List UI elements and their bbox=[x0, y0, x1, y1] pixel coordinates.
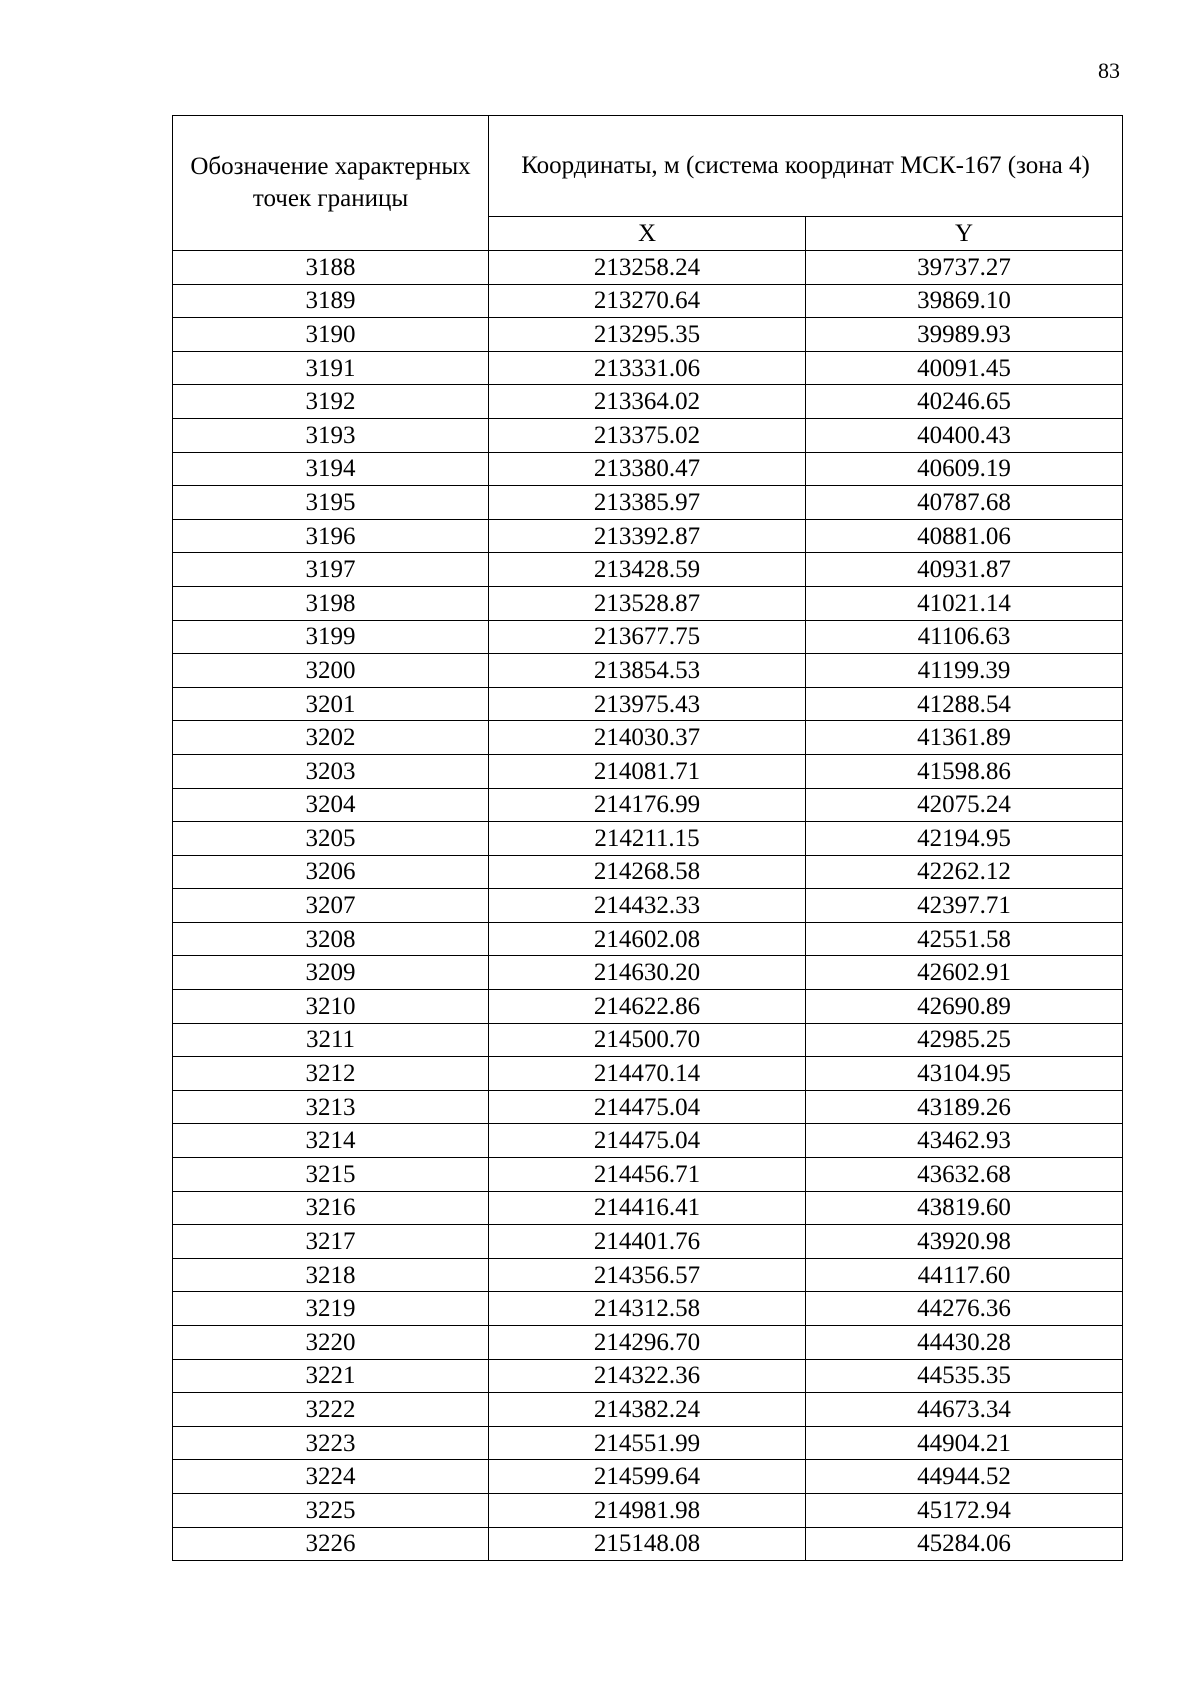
y-coordinate-cell: 40931.87 bbox=[806, 553, 1123, 587]
header-y: Y bbox=[806, 217, 1123, 251]
y-coordinate-cell: 43189.26 bbox=[806, 1090, 1123, 1124]
point-id-cell: 3194 bbox=[173, 452, 489, 486]
y-coordinate-cell: 41106.63 bbox=[806, 620, 1123, 654]
table-row bbox=[173, 822, 1123, 856]
y-coordinate-cell: 45172.94 bbox=[806, 1493, 1123, 1527]
point-id-cell: 3214 bbox=[173, 1124, 489, 1158]
x-coordinate-cell: 214551.99 bbox=[489, 1426, 806, 1460]
point-id-cell: 3204 bbox=[173, 788, 489, 822]
point-id-cell: 3224 bbox=[173, 1460, 489, 1494]
table-row bbox=[173, 284, 1123, 318]
x-coordinate-cell: 213331.06 bbox=[489, 351, 806, 385]
table-row bbox=[173, 1292, 1123, 1326]
page-number: 83 bbox=[1098, 58, 1120, 83]
x-coordinate-cell: 213975.43 bbox=[489, 687, 806, 721]
point-id-cell: 3197 bbox=[173, 553, 489, 587]
y-coordinate-cell: 44904.21 bbox=[806, 1426, 1123, 1460]
x-coordinate-cell: 214602.08 bbox=[489, 922, 806, 956]
x-coordinate-cell: 213428.59 bbox=[489, 553, 806, 587]
point-id-cell: 3209 bbox=[173, 956, 489, 990]
header-point-name: Обозначение характерных точек границы bbox=[173, 116, 489, 251]
point-id-cell: 3219 bbox=[173, 1292, 489, 1326]
y-coordinate-cell: 41021.14 bbox=[806, 586, 1123, 620]
y-coordinate-cell: 39989.93 bbox=[806, 318, 1123, 352]
x-coordinate-cell: 214312.58 bbox=[489, 1292, 806, 1326]
table-row bbox=[173, 1258, 1123, 1292]
table-row bbox=[173, 519, 1123, 553]
table-row bbox=[173, 553, 1123, 587]
x-coordinate-cell: 214599.64 bbox=[489, 1460, 806, 1494]
y-coordinate-cell: 40881.06 bbox=[806, 519, 1123, 553]
x-coordinate-cell: 213375.02 bbox=[489, 418, 806, 452]
y-coordinate-cell: 42602.91 bbox=[806, 956, 1123, 990]
x-coordinate-cell: 214211.15 bbox=[489, 822, 806, 856]
y-coordinate-cell: 40787.68 bbox=[806, 486, 1123, 520]
y-coordinate-cell: 41288.54 bbox=[806, 687, 1123, 721]
point-id-cell: 3192 bbox=[173, 385, 489, 419]
x-coordinate-cell: 213677.75 bbox=[489, 620, 806, 654]
point-id-cell: 3189 bbox=[173, 284, 489, 318]
table-row bbox=[173, 486, 1123, 520]
x-coordinate-cell: 214322.36 bbox=[489, 1359, 806, 1393]
x-coordinate-cell: 214401.76 bbox=[489, 1225, 806, 1259]
table-row bbox=[173, 452, 1123, 486]
point-id-cell: 3213 bbox=[173, 1090, 489, 1124]
table-row bbox=[173, 1393, 1123, 1427]
table-row bbox=[173, 1460, 1123, 1494]
table-row bbox=[173, 922, 1123, 956]
y-coordinate-cell: 43920.98 bbox=[806, 1225, 1123, 1259]
x-coordinate-cell: 214030.37 bbox=[489, 721, 806, 755]
table-row bbox=[173, 687, 1123, 721]
x-coordinate-cell: 214416.41 bbox=[489, 1191, 806, 1225]
x-coordinate-cell: 214981.98 bbox=[489, 1493, 806, 1527]
y-coordinate-cell: 43819.60 bbox=[806, 1191, 1123, 1225]
y-coordinate-cell: 42262.12 bbox=[806, 855, 1123, 889]
x-coordinate-cell: 214475.04 bbox=[489, 1090, 806, 1124]
header-x: X bbox=[489, 217, 806, 251]
table-row bbox=[173, 351, 1123, 385]
y-coordinate-cell: 40400.43 bbox=[806, 418, 1123, 452]
x-coordinate-cell: 213364.02 bbox=[489, 385, 806, 419]
x-coordinate-cell: 213258.24 bbox=[489, 251, 806, 285]
point-id-cell: 3222 bbox=[173, 1393, 489, 1427]
y-coordinate-cell: 42690.89 bbox=[806, 990, 1123, 1024]
point-id-cell: 3195 bbox=[173, 486, 489, 520]
x-coordinate-cell: 214432.33 bbox=[489, 889, 806, 923]
point-id-cell: 3215 bbox=[173, 1158, 489, 1192]
point-id-cell: 3203 bbox=[173, 754, 489, 788]
table-body bbox=[173, 251, 1123, 1561]
x-coordinate-cell: 213270.64 bbox=[489, 284, 806, 318]
y-coordinate-cell: 42397.71 bbox=[806, 889, 1123, 923]
y-coordinate-cell: 43462.93 bbox=[806, 1124, 1123, 1158]
x-coordinate-cell: 214500.70 bbox=[489, 1023, 806, 1057]
x-coordinate-cell: 214622.86 bbox=[489, 990, 806, 1024]
table-row bbox=[173, 1493, 1123, 1527]
y-coordinate-cell: 44673.34 bbox=[806, 1393, 1123, 1427]
x-coordinate-cell: 214630.20 bbox=[489, 956, 806, 990]
y-coordinate-cell: 39737.27 bbox=[806, 251, 1123, 285]
x-coordinate-cell: 213854.53 bbox=[489, 654, 806, 688]
y-coordinate-cell: 44535.35 bbox=[806, 1359, 1123, 1393]
y-coordinate-cell: 44276.36 bbox=[806, 1292, 1123, 1326]
table-row bbox=[173, 1191, 1123, 1225]
x-coordinate-cell: 214268.58 bbox=[489, 855, 806, 889]
point-id-cell: 3196 bbox=[173, 519, 489, 553]
x-coordinate-cell: 213385.97 bbox=[489, 486, 806, 520]
point-id-cell: 3206 bbox=[173, 855, 489, 889]
y-coordinate-cell: 41199.39 bbox=[806, 654, 1123, 688]
point-id-cell: 3188 bbox=[173, 251, 489, 285]
table-row bbox=[173, 1426, 1123, 1460]
table-row bbox=[173, 654, 1123, 688]
y-coordinate-cell: 40609.19 bbox=[806, 452, 1123, 486]
x-coordinate-cell: 215148.08 bbox=[489, 1527, 806, 1561]
table-row bbox=[173, 1359, 1123, 1393]
x-coordinate-cell: 214176.99 bbox=[489, 788, 806, 822]
table-row bbox=[173, 418, 1123, 452]
y-coordinate-cell: 44430.28 bbox=[806, 1326, 1123, 1360]
point-id-cell: 3217 bbox=[173, 1225, 489, 1259]
point-id-cell: 3226 bbox=[173, 1527, 489, 1561]
x-coordinate-cell: 213295.35 bbox=[489, 318, 806, 352]
y-coordinate-cell: 42551.58 bbox=[806, 922, 1123, 956]
y-coordinate-cell: 43632.68 bbox=[806, 1158, 1123, 1192]
point-id-cell: 3200 bbox=[173, 654, 489, 688]
x-coordinate-cell: 214356.57 bbox=[489, 1258, 806, 1292]
point-id-cell: 3191 bbox=[173, 351, 489, 385]
point-id-cell: 3223 bbox=[173, 1426, 489, 1460]
x-coordinate-cell: 213528.87 bbox=[489, 586, 806, 620]
table-row bbox=[173, 251, 1123, 285]
y-coordinate-cell: 42985.25 bbox=[806, 1023, 1123, 1057]
x-coordinate-cell: 214296.70 bbox=[489, 1326, 806, 1360]
table-row bbox=[173, 1090, 1123, 1124]
table-row bbox=[173, 1158, 1123, 1192]
point-id-cell: 3218 bbox=[173, 1258, 489, 1292]
x-coordinate-cell: 214475.04 bbox=[489, 1124, 806, 1158]
table-row bbox=[173, 318, 1123, 352]
table-row bbox=[173, 1225, 1123, 1259]
table-row bbox=[173, 1057, 1123, 1091]
point-id-cell: 3216 bbox=[173, 1191, 489, 1225]
x-coordinate-cell: 213392.87 bbox=[489, 519, 806, 553]
x-coordinate-cell: 214456.71 bbox=[489, 1158, 806, 1192]
point-id-cell: 3211 bbox=[173, 1023, 489, 1057]
table-row bbox=[173, 385, 1123, 419]
x-coordinate-cell: 214081.71 bbox=[489, 754, 806, 788]
point-id-cell: 3202 bbox=[173, 721, 489, 755]
point-id-cell: 3225 bbox=[173, 1493, 489, 1527]
table-row bbox=[173, 586, 1123, 620]
table-row bbox=[173, 1023, 1123, 1057]
point-id-cell: 3210 bbox=[173, 990, 489, 1024]
y-coordinate-cell: 45284.06 bbox=[806, 1527, 1123, 1561]
table-row bbox=[173, 754, 1123, 788]
table-row bbox=[173, 956, 1123, 990]
y-coordinate-cell: 43104.95 bbox=[806, 1057, 1123, 1091]
y-coordinate-cell: 40246.65 bbox=[806, 385, 1123, 419]
point-id-cell: 3190 bbox=[173, 318, 489, 352]
table-row bbox=[173, 788, 1123, 822]
y-coordinate-cell: 42194.95 bbox=[806, 822, 1123, 856]
table-row bbox=[173, 1527, 1123, 1561]
table-row bbox=[173, 889, 1123, 923]
y-coordinate-cell: 41598.86 bbox=[806, 754, 1123, 788]
y-coordinate-cell: 40091.45 bbox=[806, 351, 1123, 385]
y-coordinate-cell: 41361.89 bbox=[806, 721, 1123, 755]
point-id-cell: 3205 bbox=[173, 822, 489, 856]
y-coordinate-cell: 44944.52 bbox=[806, 1460, 1123, 1494]
point-id-cell: 3193 bbox=[173, 418, 489, 452]
point-id-cell: 3199 bbox=[173, 620, 489, 654]
x-coordinate-cell: 214470.14 bbox=[489, 1057, 806, 1091]
coordinates-table bbox=[172, 115, 1123, 1561]
header-coordinates: Координаты, м (система координат МСК-167 (зона 4) bbox=[489, 116, 1123, 217]
point-id-cell: 3221 bbox=[173, 1359, 489, 1393]
x-coordinate-cell: 214382.24 bbox=[489, 1393, 806, 1427]
point-id-cell: 3207 bbox=[173, 889, 489, 923]
y-coordinate-cell: 39869.10 bbox=[806, 284, 1123, 318]
table-row bbox=[173, 620, 1123, 654]
x-coordinate-cell: 213380.47 bbox=[489, 452, 806, 486]
table-row bbox=[173, 1326, 1123, 1360]
table-row bbox=[173, 855, 1123, 889]
point-id-cell: 3201 bbox=[173, 687, 489, 721]
point-id-cell: 3212 bbox=[173, 1057, 489, 1091]
point-id-cell: 3220 bbox=[173, 1326, 489, 1360]
y-coordinate-cell: 42075.24 bbox=[806, 788, 1123, 822]
point-id-cell: 3208 bbox=[173, 922, 489, 956]
table-row bbox=[173, 990, 1123, 1024]
table-row bbox=[173, 1124, 1123, 1158]
table-row bbox=[173, 721, 1123, 755]
point-id-cell: 3198 bbox=[173, 586, 489, 620]
y-coordinate-cell: 44117.60 bbox=[806, 1258, 1123, 1292]
